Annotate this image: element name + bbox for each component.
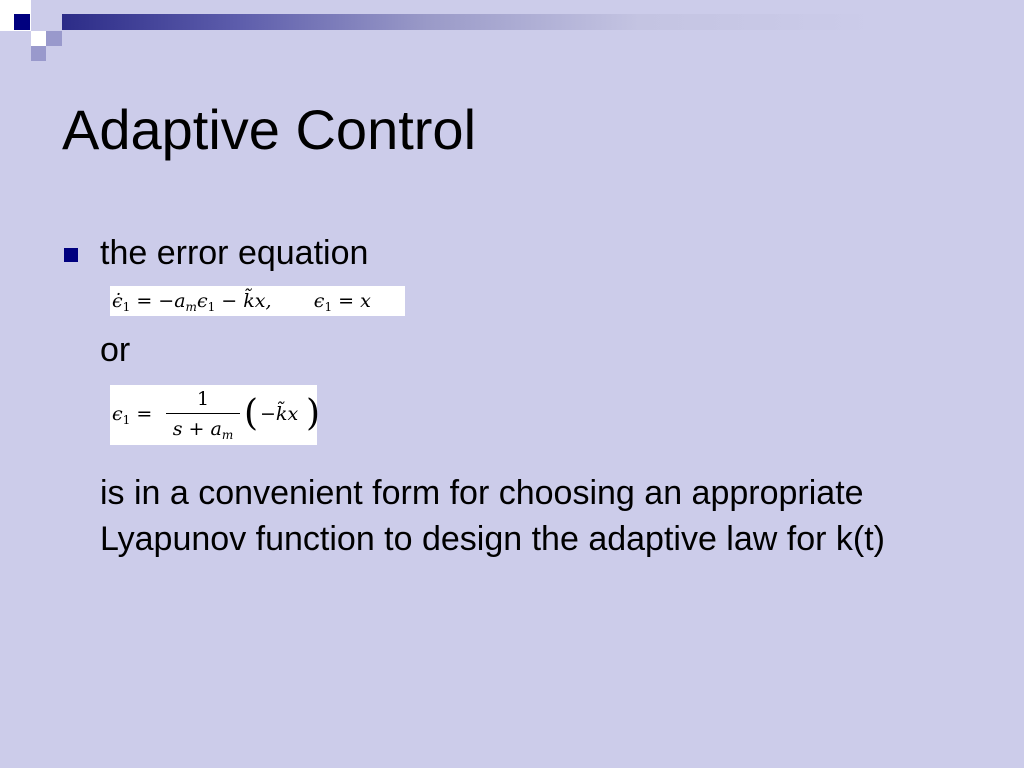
header-gradient-bar: [62, 14, 1024, 30]
bullet-text: the error equation: [100, 234, 369, 272]
header-decoration: [0, 0, 1024, 64]
equation-1-image: $\epsiloṅ_1 = -a_m\epsilon_1$ − k̃x, $\epsilon_1 = x$: [110, 286, 405, 316]
decor-square: [31, 46, 46, 61]
connector-text: or: [100, 331, 131, 369]
explanation-paragraph: is in a convenient form for choosing an appropriate Lyapunov function to design the adaptive law for k(t): [100, 474, 885, 558]
bullet-square-icon: [64, 248, 78, 262]
decor-square: [14, 14, 30, 30]
equation-2-image: $\epsilon_1$ = 1 $s + a_m$ ( −k̃x ): [110, 385, 317, 445]
slide-title: Adaptive Control: [62, 98, 477, 161]
decor-square: [46, 31, 62, 46]
